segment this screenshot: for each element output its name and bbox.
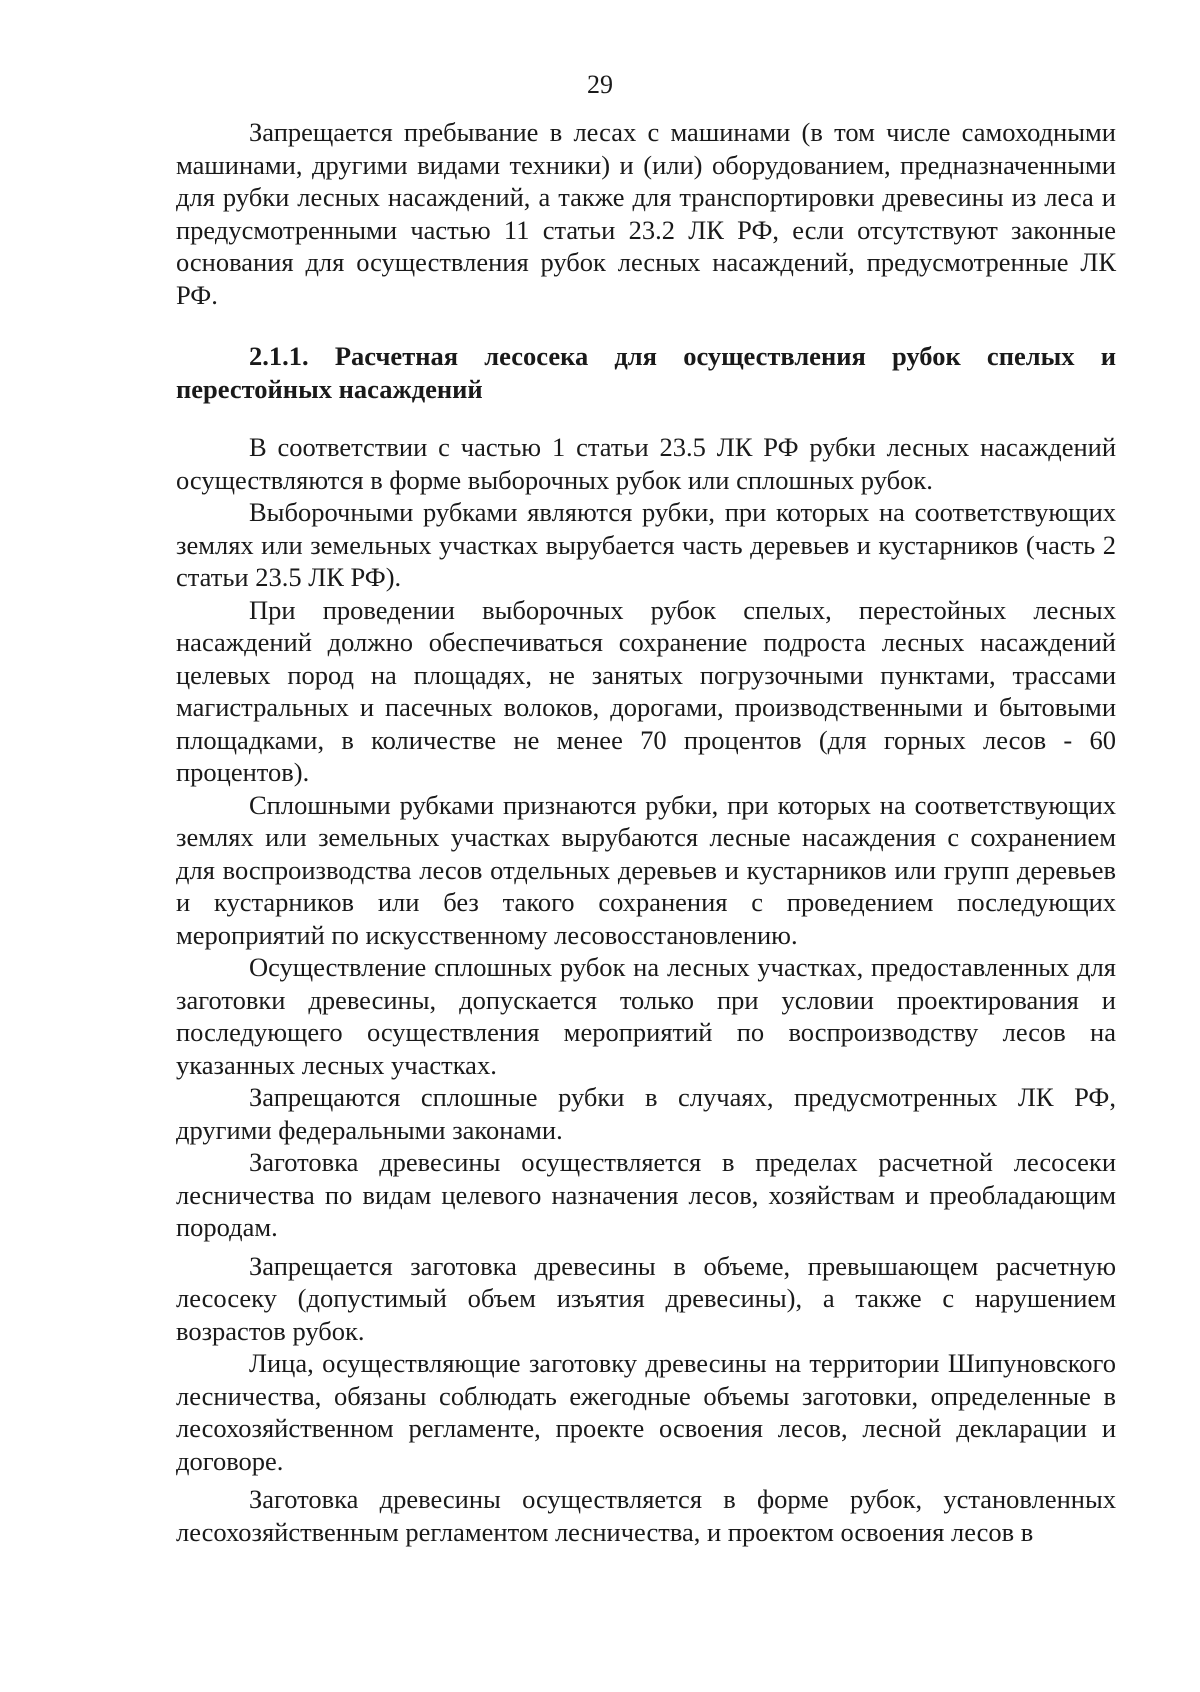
paragraph-allowable-cut: Заготовка древесины осуществляется в пределах расчетной лесосеки лесничества по видам целевого назначения лесов, хозяйствам и преобладающим породам. — [176, 1147, 1116, 1242]
paragraph-forms-of-felling: В соответствии с частью 1 статьи 23.5 ЛК РФ рубки лесных насаждений осуществляются в форме выборочных рубок или сплошных рубок. — [176, 432, 1116, 495]
paragraph-volume-limit: Запрещается заготовка древесины в объеме, превышающем расчетную лесосеку (допустимый объем изъятия древесины), а также с нарушением возрастов рубок. — [176, 1250, 1116, 1346]
paragraph-clear-felling: Сплошными рубками признаются рубки, при которых на соответствующих землях или земельных участках вырубаются лесные насаждения с сохранением для воспроизводства лесов отдельных деревьев и кустарников или групп деревьев и кустарников или без такого сохранения с проведением последующих мероприятий по искусственному лесовосстановлению. — [176, 789, 1116, 950]
paragraph-selective-felling: Выборочными рубками являются рубки, при которых на соответствующих землях или земельных участках вырубается часть деревьев и кустарников (часть 2 статьи 23.5 ЛК РФ). — [176, 497, 1116, 592]
paragraph-undergrowth-preservation: При проведении выборочных рубок спелых, перестойных лесных насаждений должно обеспечиваться сохранение подроста лесных насаждений целевых пород на площадях, не занятых погрузочными пунктами, трассами магистральных и пасечных волоков, дорогами, производственными и бытовыми площадками, в количестве не менее 70 процентов (для горных лесов - 60 процентов). — [176, 594, 1116, 787]
paragraph-clear-felling-prohibited: Запрещаются сплошные рубки в случаях, предусмотренных ЛК РФ, другими федеральными законами. — [176, 1082, 1116, 1145]
section-heading: 2.1.1. Расчетная лесосека для осуществления рубок спелых и перестойных насаждений — [176, 341, 1116, 404]
paragraph-felling-form: Заготовка древесины осуществляется в форме рубок, установленных лесохозяйственным регламентом лесничества, и проектом освоения лесов в — [176, 1484, 1116, 1547]
paragraph-annual-volumes: Лица, осуществляющие заготовку древесины на территории Шипуновского лесничества, обязаны соблюдать ежегодные объемы заготовки, определенные в лесохозяйственном регламенте, проекте освоения лесов, лесной декларации и договоре. — [176, 1348, 1116, 1476]
page-body — [176, 116, 1116, 1548]
page-number: 29 — [587, 70, 613, 99]
paragraph-machines-prohibition: Запрещается пребывание в лесах с машинами (в том числе самоходными машинами, другими видами техники) и (или) оборудованием, предназначенными для рубки лесных насаждений, а также для транспортировки древесины из леса и предусмотренными частью 11 статьи 23.2 ЛК РФ, если отсутствуют законные основания для осуществления рубок лесных насаждений, предусмотренные ЛК РФ. — [176, 117, 1116, 310]
paragraph-clear-felling-conditions: Осуществление сплошных рубок на лесных участках, предоставленных для заготовки древесины, допускается только при условии проектирования и последующего осуществления мероприятий по воспроизводству лесов на указанных лесных участках. — [176, 952, 1116, 1080]
